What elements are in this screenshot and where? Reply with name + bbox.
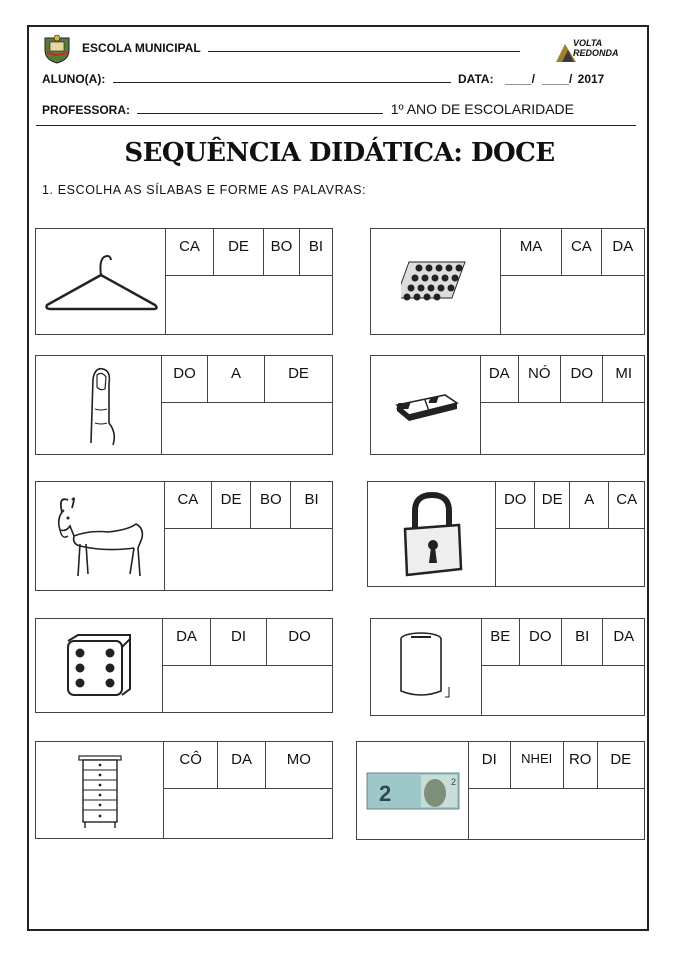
exercise-card — [35, 481, 333, 591]
note-value-label: 2 — [450, 776, 456, 787]
syllable-cell: DA — [613, 628, 635, 645]
syllable-cell: CA — [165, 482, 212, 528]
syllable-row — [162, 356, 332, 403]
exercise-card — [356, 741, 645, 840]
syllable-cell: BO — [251, 482, 291, 528]
syllable-cell: A — [208, 356, 265, 402]
syllable-cell: CA — [562, 229, 601, 275]
syllable-row — [469, 742, 644, 789]
syllable-cell: DA — [612, 238, 634, 255]
student-line — [42, 71, 604, 86]
exercise-card — [35, 228, 333, 335]
teacher-line — [42, 101, 574, 117]
student-label: ALUNO(A): — [42, 72, 106, 86]
teacher-name-field[interactable] — [137, 102, 383, 114]
note-value-label: 2 — [378, 780, 391, 806]
instruction-text: 1. ESCOLHA AS SÍLABAS E FORME AS PALAVRAS: — [42, 183, 367, 197]
exercise-card — [35, 741, 333, 839]
exercise-card — [370, 228, 645, 335]
syllable-cell: BI — [562, 619, 603, 665]
date-month-field[interactable]: ____/ — [542, 72, 573, 86]
exercise-card — [35, 618, 333, 713]
syllable-cell: CA — [616, 491, 638, 508]
syllable-row — [481, 356, 644, 403]
exercise-card — [370, 618, 645, 716]
page-title: SEQUÊNCIA DIDÁTICA: DOCE — [124, 138, 555, 168]
date-year: 2017 — [577, 72, 605, 86]
syllable-row — [163, 619, 332, 666]
answer-field[interactable] — [469, 789, 644, 839]
answer-field[interactable] — [165, 529, 332, 590]
syllable-row — [501, 229, 644, 276]
answer-field[interactable] — [501, 276, 644, 334]
syllable-cell: DO — [288, 628, 311, 645]
syllable-cell: NÓ — [519, 356, 561, 402]
syllable-cell: BI — [304, 491, 319, 508]
answer-field[interactable] — [496, 529, 644, 586]
syllable-cell: DA — [218, 742, 265, 788]
syllable-cell: DO — [496, 482, 535, 528]
syllable-cell: DA — [163, 619, 211, 665]
exercise-card — [35, 355, 333, 455]
school-name-field[interactable] — [208, 40, 520, 52]
teacher-label: PROFESSORA: — [42, 103, 131, 117]
syllable-cell: CÔ — [164, 742, 218, 788]
logo-text-bottom: REDONDA — [573, 48, 619, 58]
volta-redonda-logo — [556, 36, 619, 64]
syllable-cell: MO — [286, 751, 311, 768]
grade-label: 1º ANO DE ESCOLARIDADE — [390, 101, 574, 117]
syllable-cell: DE — [288, 365, 309, 382]
syllable-row — [164, 742, 332, 789]
padlock-icon — [368, 482, 496, 586]
syllable-row — [166, 229, 332, 276]
syllable-cell: DO — [561, 356, 603, 402]
syllable-cell: RO — [564, 742, 598, 788]
header-separator — [36, 125, 636, 126]
exercise-card — [370, 355, 645, 455]
syllable-cell: BI — [308, 238, 324, 255]
syllable-cell: NHEI — [511, 742, 564, 788]
syllable-cell: MA — [501, 229, 562, 275]
student-name-field[interactable] — [113, 71, 451, 83]
dresser-icon — [36, 742, 164, 838]
syllable-cell: A — [570, 482, 609, 528]
answer-field[interactable] — [162, 403, 332, 454]
syllable-cell: DI — [211, 619, 267, 665]
school-label: ESCOLA MUNICIPAL — [82, 41, 201, 55]
syllable-cell: MI — [615, 365, 633, 382]
goat-icon — [36, 482, 165, 590]
checkers-board-icon — [371, 229, 501, 334]
date-label: DATA: — [458, 72, 494, 86]
exercise-card — [367, 481, 645, 587]
bidon-icon — [371, 619, 482, 715]
syllable-row — [496, 482, 644, 529]
dice-icon — [36, 619, 163, 712]
syllable-cell: DE — [610, 751, 632, 768]
finger-icon — [36, 356, 162, 454]
syllable-row — [482, 619, 644, 666]
hanger-icon — [36, 229, 166, 334]
answer-field[interactable] — [163, 666, 332, 712]
syllable-cell: DE — [535, 482, 570, 528]
school-crest-icon — [41, 34, 73, 64]
answer-field[interactable] — [164, 789, 332, 838]
date-day-field[interactable]: ____/ — [504, 72, 535, 86]
syllable-cell: DE — [214, 229, 264, 275]
domino-icon — [371, 356, 481, 454]
answer-field[interactable] — [482, 666, 644, 715]
syllable-cell: DO — [520, 619, 562, 665]
syllable-cell: CA — [166, 229, 214, 275]
school-line — [82, 40, 520, 55]
syllable-row — [165, 482, 332, 529]
syllable-cell: DO — [162, 356, 208, 402]
logo-text-top: VOLTA — [573, 38, 603, 48]
syllable-cell: DA — [481, 356, 519, 402]
syllable-cell: BO — [264, 229, 300, 275]
syllable-cell: DE — [212, 482, 252, 528]
answer-field[interactable] — [166, 276, 332, 334]
answer-field[interactable] — [481, 403, 644, 454]
syllable-cell: BE — [482, 619, 520, 665]
banknote-icon — [357, 742, 469, 839]
syllable-cell: DI — [469, 742, 511, 788]
